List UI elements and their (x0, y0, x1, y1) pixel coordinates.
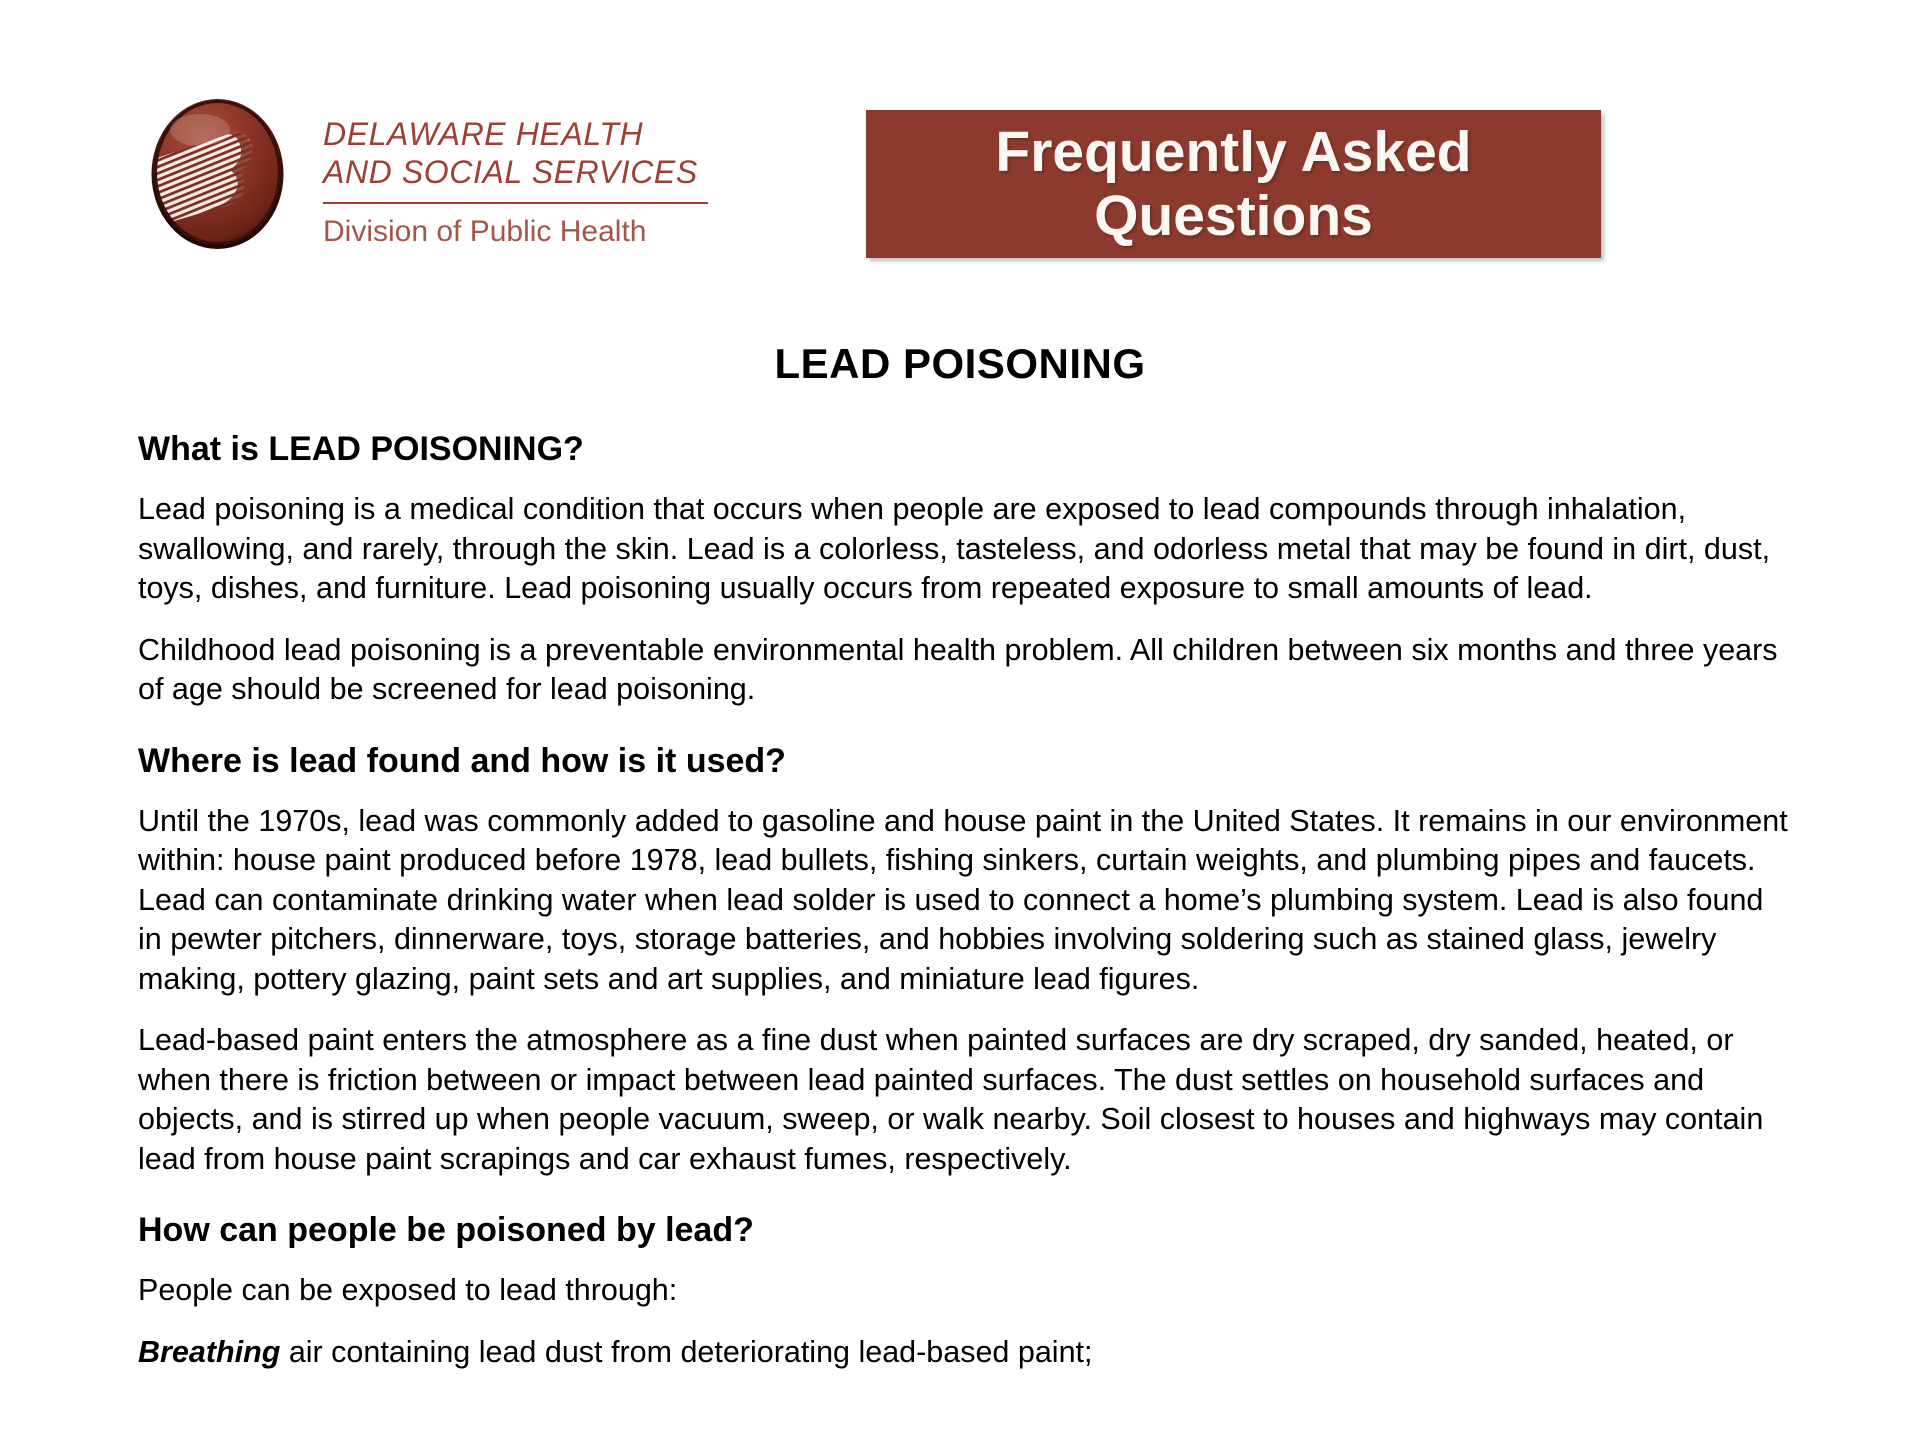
faq-banner-line1: Frequently Asked (995, 120, 1472, 184)
exposure-item-lead-in: Breathing (138, 1334, 281, 1369)
division-label: Division of Public Health (323, 215, 647, 248)
section-heading-where-is-lead-found: Where is lead found and how is it used? (138, 741, 786, 780)
logo-divider (323, 202, 708, 204)
document-body (138, 428, 1788, 1372)
faq-banner (866, 110, 1601, 258)
paragraph: Until the 1970s, lead was commonly added to gasoline and house paint in the United States. It remains in our environment within: house paint produced before 1978, lead bullets, fishing sinkers, curtain weights, and plumbing pipes and faucets. Lead can contaminate drinking water when lead solder is used to connect a home’s plumbing system. Lead is also found in pewter pitchers, dinnerware, toys, storage batteries, and hobbies involving soldering such as stained glass, jewelry making, pottery glazing, paint sets and art supplies, and miniature lead figures. (138, 803, 1788, 996)
page-header (0, 0, 1920, 320)
faq-banner-line2: Questions (1094, 184, 1373, 248)
exposure-intro: People can be exposed to lead through: (138, 1273, 678, 1307)
agency-logo-block (140, 95, 708, 250)
dhss-seal-icon (140, 95, 295, 250)
paragraph: Lead-based paint enters the atmosphere as a fine dust when painted surfaces are dry scraped, dry sanded, heated, or when there is friction between or impact between lead painted surfaces. The dust settles on household surfaces and objects, and is stirred up when people vacuum, sweep, or walk nearby. Soil closest to houses and highways may contain lead from house paint scrapings and car exhaust fumes, respectively. (138, 1023, 1764, 1176)
exposure-item (138, 1333, 1788, 1373)
section-heading-how-can-people-be-poisoned: How can people be poisoned by lead? (138, 1211, 754, 1249)
paragraph: Childhood lead poisoning is a preventable environmental health problem. All children between six months and three years of age should be screened for lead poisoning. (138, 632, 1778, 706)
paragraph: Lead poisoning is a medical condition that occurs when people are exposed to lead compounds through inhalation, swallowing, and rarely, through the skin. Lead is a colorless, tasteless, and odorless metal that may be found in dirt, dust, toys, dishes, and furniture. Lead poisoning usually occurs from repeated exposure to small amounts of lead. (138, 492, 1771, 605)
section-heading-what-is-lead-poisoning: What is LEAD POISONING? (138, 430, 584, 468)
agency-wordmark (323, 95, 708, 249)
agency-line1: DELAWARE HEALTH (323, 116, 644, 152)
page-title: LEAD POISONING (774, 340, 1146, 387)
agency-line2: AND SOCIAL SERVICES (323, 154, 698, 190)
exposure-item-text: air containing lead dust from deteriorating lead-based paint; (280, 1334, 1093, 1369)
